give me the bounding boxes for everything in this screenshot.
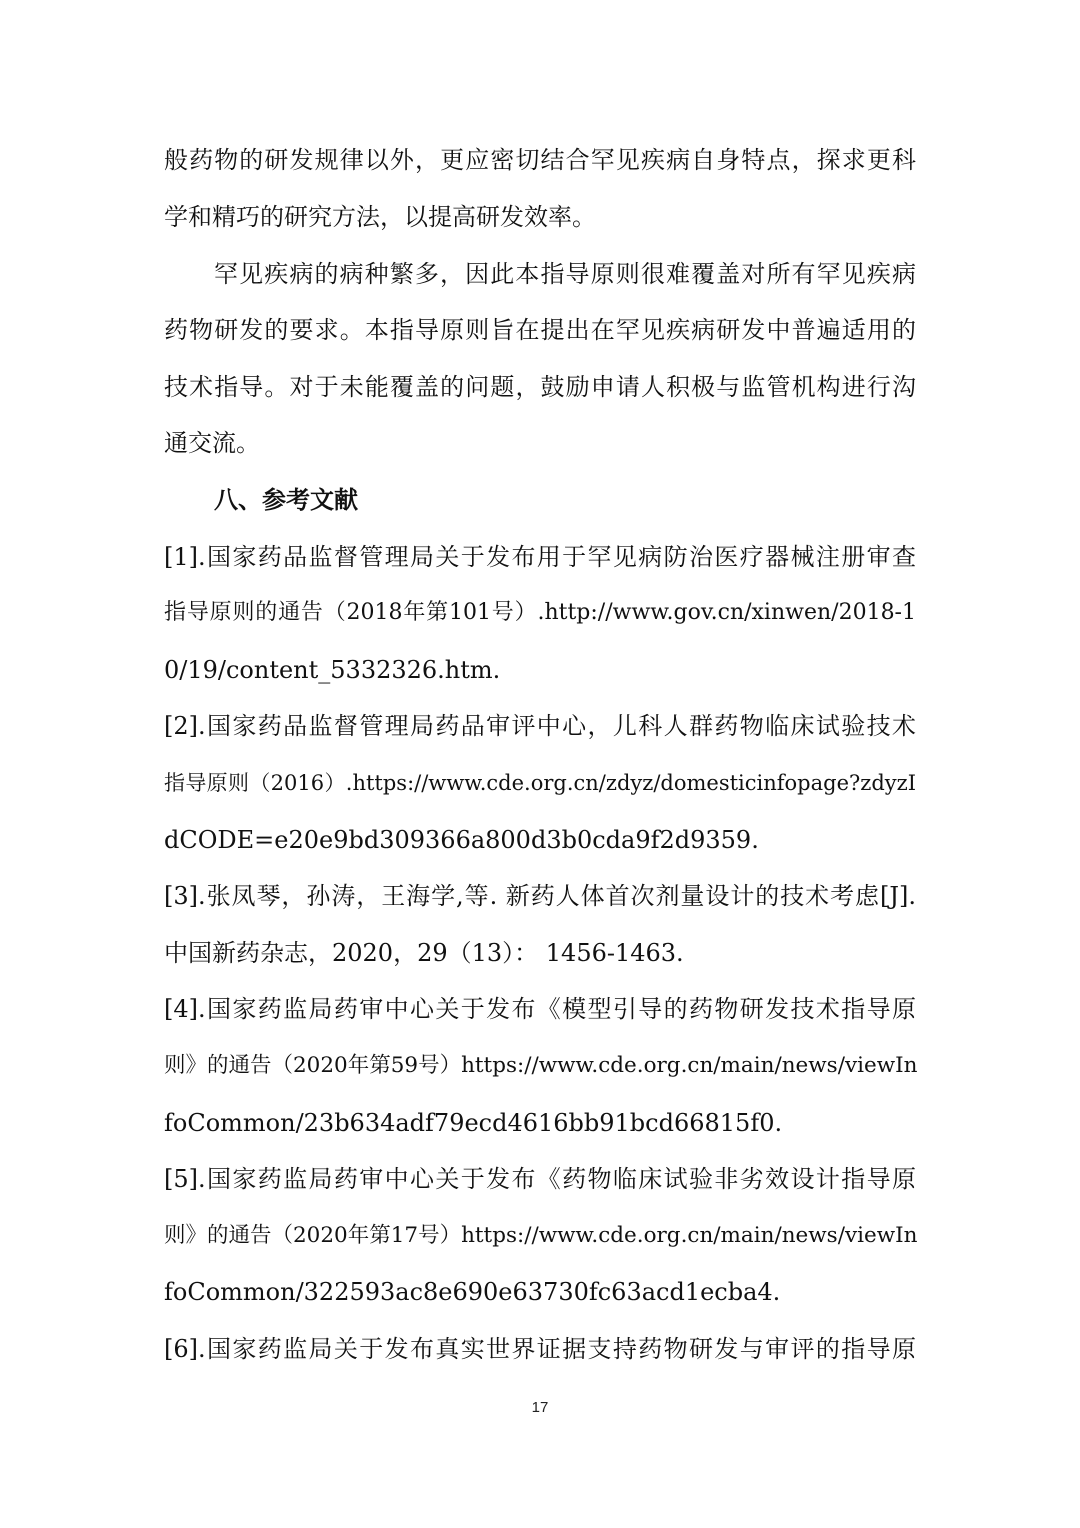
reference-line: 指导原则的通告（2018年第101号）.http://www.gov.cn/xinwen/2018-1 xyxy=(164,600,916,625)
body-text-line: 罕见疾病的病种繁多，因此本指导原则很难覆盖对所有罕见疾病 xyxy=(214,260,916,288)
reference-line: [2].国家药品监督管理局药品审评中心，儿科人群药物临床试验技术 xyxy=(164,712,916,740)
reference-line: [5].国家药监局药审中心关于发布《药物临床试验非劣效设计指导原 xyxy=(164,1165,916,1193)
reference-line: [6].国家药监局关于发布真实世界证据支持药物研发与审评的指导原 xyxy=(164,1335,916,1363)
body-text-line: 技术指导。对于未能覆盖的问题，鼓励申请人积极与监管机构进行沟 xyxy=(164,373,916,401)
body-text-line: 般药物的研发规律以外，更应密切结合罕见疾病自身特点，探求更科 xyxy=(164,146,916,174)
page-number: 17 xyxy=(531,1399,549,1416)
reference-line: [3].张凤琴，孙涛，王海学,等. 新药人体首次剂量设计的技术考虑[J]. xyxy=(164,882,916,910)
section-heading-references: 八、参考文献 xyxy=(214,486,358,514)
reference-line: 则》的通告（2020年第59号）https://www.cde.org.cn/main/news/viewIn xyxy=(164,1053,918,1078)
reference-line: [1].国家药品监督管理局关于发布用于罕见病防治医疗器械注册审查 xyxy=(164,543,916,571)
reference-line: 指导原则（2016）.https://www.cde.org.cn/zdyz/domesticinfopage?zdyzI xyxy=(164,771,916,795)
reference-line: dCODE=e20e9bd309366a800d3b0cda9f2d9359. xyxy=(164,826,759,854)
reference-line: foCommon/322593ac8e690e63730fc63acd1ecba4. xyxy=(164,1278,781,1306)
body-text-line: 学和精巧的研究方法，以提高研发效率。 xyxy=(164,203,596,231)
reference-line: 则》的通告（2020年第17号）https://www.cde.org.cn/main/news/viewIn xyxy=(164,1223,918,1248)
body-text-line: 药物研发的要求。本指导原则旨在提出在罕见疾病研发中普遍适用的 xyxy=(164,316,916,344)
reference-line: 中国新药杂志，2020，29（13）： 1456-1463. xyxy=(164,939,684,967)
reference-line: foCommon/23b634adf79ecd4616bb91bcd66815f0. xyxy=(164,1109,783,1137)
body-text-line: 通交流。 xyxy=(164,429,260,457)
reference-line: 0/19/content_5332326.htm. xyxy=(164,656,501,684)
reference-line: [4].国家药监局药审中心关于发布《模型引导的药物研发技术指导原 xyxy=(164,995,916,1023)
